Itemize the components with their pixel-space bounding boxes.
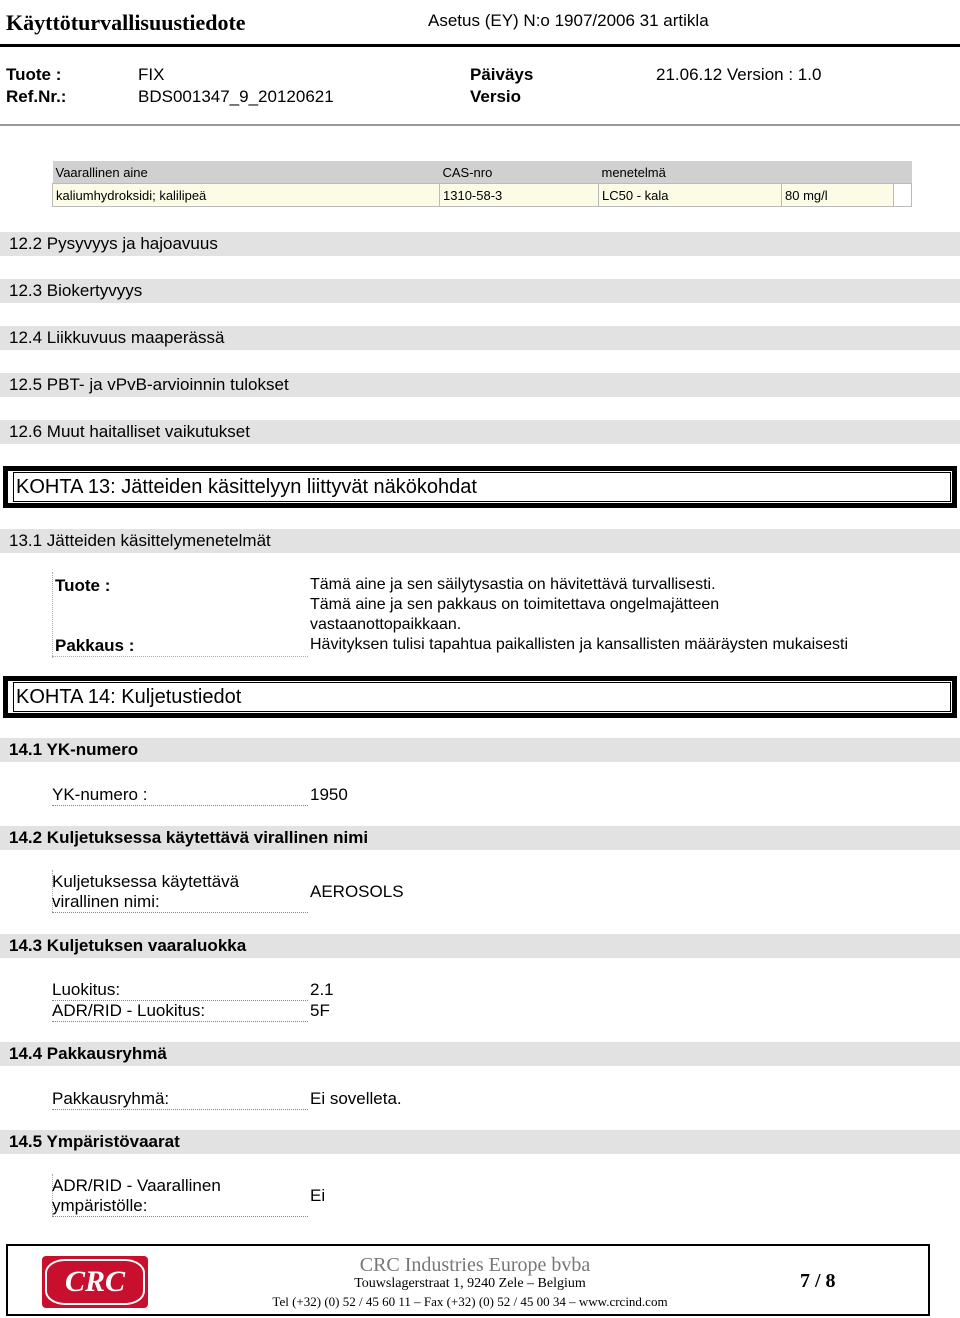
- section-12-5: 12.5 PBT- ja vPvB-arvioinnin tulokset: [0, 373, 960, 397]
- table-cell: kaliumhydroksidi; kalilipeä: [53, 184, 440, 207]
- section-12-6: 12.6 Muut haitalliset vaikutukset: [0, 420, 960, 444]
- section-14-2: 14.2 Kuljetuksessa käytettävä virallinen nimi: [0, 826, 960, 850]
- header-subdivider: [0, 124, 960, 126]
- disposal-packaging-text: vastaanottopaikkaan.: [310, 616, 462, 633]
- crc-logo: [42, 1256, 148, 1308]
- ref-value: BDS001347_9_20120621: [138, 87, 334, 106]
- version-label: Versio: [470, 87, 522, 106]
- regulation-text: Asetus (EY) N:o 1907/2006 31 artikla: [428, 11, 709, 30]
- section-14-3: 14.3 Kuljetuksen vaaraluokka: [0, 934, 960, 958]
- table-header: menetelmä: [599, 161, 782, 184]
- product-label: Tuote :: [6, 65, 62, 84]
- table-header: [894, 161, 912, 184]
- class-label: Luokitus:: [52, 980, 308, 1001]
- disposal-product-label: Tuote :: [55, 576, 111, 595]
- disposal-regulation-text: Hävityksen tulisi tapahtua paikallisten ja kansallisten määräysten mukaisesti: [310, 636, 849, 653]
- section-14-1: 14.1 YK-numero: [0, 738, 960, 762]
- toxicity-table: [52, 161, 912, 207]
- shipping-name-label: virallinen nimi:: [52, 892, 308, 913]
- env-hazard-label: ADR/RID - Vaarallinen: [52, 1176, 221, 1195]
- disposal-product-text: Tämä aine ja sen säilytysastia on hävitettävä turvallisesti.: [310, 576, 716, 593]
- label-column-line: [52, 870, 53, 912]
- section-14-5: 14.5 Ympäristövaarat: [0, 1130, 960, 1154]
- header-divider: [0, 44, 960, 47]
- table-cell: LC50 - kala: [599, 184, 782, 207]
- section-14-4: 14.4 Pakkausryhmä: [0, 1042, 960, 1066]
- shipping-name-value: AEROSOLS: [310, 882, 404, 901]
- label-divider: [52, 656, 308, 657]
- table-cell: [894, 184, 912, 207]
- section-12-3: 12.3 Biokertyvyys: [0, 279, 960, 303]
- packing-group-value: Ei sovelleta.: [310, 1089, 402, 1108]
- company-name: CRC Industries Europe bvba: [359, 1254, 591, 1276]
- date-value: 21.06.12 Version : 1.0: [656, 65, 822, 84]
- table-row: [53, 184, 912, 207]
- section-13-title: KOHTA 13: Jätteiden käsittelyyn liittyvät näkökohdat: [3, 466, 957, 508]
- table-header: [782, 161, 894, 184]
- disposal-packaging-text: Tämä aine ja sen pakkaus on toimitettava ongelmajätteen: [310, 596, 720, 613]
- ref-label: Ref.Nr.:: [6, 87, 67, 106]
- page-number: 7 / 8: [800, 1270, 836, 1292]
- section-12-4: 12.4 Liikkuvuus maaperässä: [0, 326, 960, 350]
- un-number-label: YK-numero :: [52, 785, 308, 806]
- table-cell: 1310-58-3: [440, 184, 599, 207]
- document-title: Käyttöturvallisuustiedote: [6, 10, 246, 35]
- company-contact: Tel (+32) (0) 52 / 45 60 11 – Fax (+32) (0) 52 / 45 00 34 – www.crcind.com: [272, 1294, 668, 1309]
- packing-group-label: Pakkausryhmä:: [52, 1089, 308, 1110]
- crc-logo-text: CRC: [45, 1259, 145, 1305]
- table-cell: 80 mg/l: [782, 184, 894, 207]
- product-value: FIX: [138, 65, 165, 84]
- adr-class-label: ADR/RID - Luokitus:: [52, 1001, 308, 1022]
- shipping-name-label: Kuljetuksessa käytettävä: [52, 872, 240, 891]
- env-hazard-value: Ei: [310, 1186, 326, 1205]
- table-header-row: [53, 161, 912, 184]
- date-label: Päiväys: [470, 65, 534, 84]
- label-column-line: [52, 572, 53, 658]
- table-header: Vaarallinen aine: [53, 161, 440, 184]
- adr-class-value: 5F: [310, 1001, 330, 1020]
- un-number-value: 1950: [310, 785, 348, 804]
- section-14-title: KOHTA 14: Kuljetustiedot: [3, 676, 957, 718]
- table-header: CAS-nro: [440, 161, 599, 184]
- class-value: 2.1: [310, 980, 334, 999]
- label-column-line: [52, 1174, 53, 1216]
- company-address: Touwslagerstraat 1, 9240 Zele – Belgium: [354, 1276, 586, 1291]
- disposal-packaging-label: Pakkaus :: [55, 636, 135, 655]
- section-12-2: 12.2 Pysyvyys ja hajoavuus: [0, 232, 960, 256]
- section-13-1: 13.1 Jätteiden käsittelymenetelmät: [0, 529, 960, 553]
- env-hazard-label: ympäristölle:: [52, 1196, 308, 1217]
